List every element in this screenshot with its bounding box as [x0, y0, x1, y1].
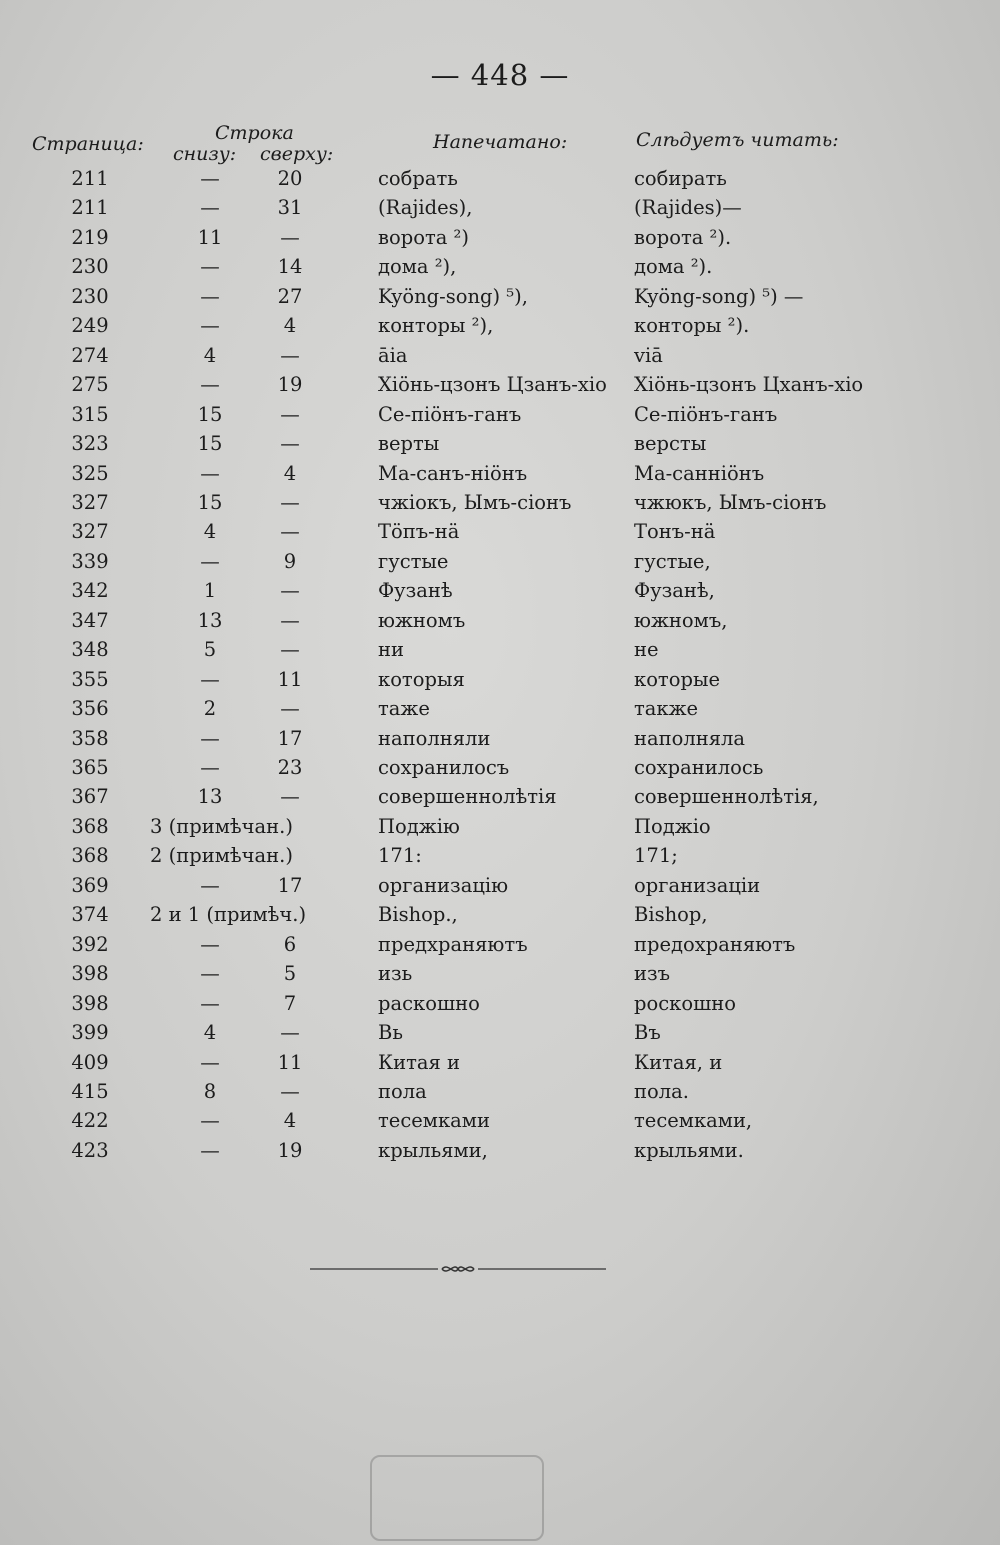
errata-from-bottom-cell: 2 (примѣчан.): [150, 844, 293, 868]
errata-row: [0, 311, 1000, 340]
errata-from-bottom-cell: —: [200, 932, 220, 956]
errata-row: [0, 517, 1000, 546]
errata-printed-cell: густые: [378, 549, 449, 573]
errata-page-cell: 415: [71, 1079, 109, 1103]
errata-should-read-cell: Ма-саннiöнъ: [634, 461, 765, 485]
errata-from-bottom-cell: —: [200, 284, 220, 308]
errata-should-read-cell: Китая, и: [634, 1050, 723, 1074]
errata-should-read-cell: также: [634, 697, 699, 721]
errata-from-top-cell: —: [280, 432, 300, 456]
errata-from-bottom-cell: 15: [197, 490, 223, 514]
errata-from-bottom-cell: —: [200, 314, 220, 338]
errata-from-top-cell: 9: [283, 549, 297, 573]
errata-should-read-cell: изъ: [634, 962, 671, 986]
errata-page-cell: 392: [71, 932, 109, 956]
errata-page-cell: 398: [71, 962, 109, 986]
errata-printed-cell: раскошно: [378, 991, 480, 1015]
errata-row: [0, 841, 1000, 870]
errata-printed-cell: Bishop.,: [378, 903, 458, 927]
errata-from-top-cell: 4: [283, 1109, 297, 1133]
errata-page-cell: 367: [71, 785, 109, 809]
errata-from-bottom-cell: —: [200, 726, 220, 750]
errata-page-cell: 348: [71, 638, 109, 662]
errata-from-bottom-cell: 15: [197, 432, 223, 456]
errata-from-top-cell: 20: [277, 167, 303, 190]
errata-from-top-cell: 23: [277, 756, 303, 779]
errata-from-bottom-cell: 13: [197, 785, 223, 809]
errata-row: [0, 223, 1000, 252]
errata-row: [0, 1077, 1000, 1106]
errata-row: [0, 370, 1000, 399]
errata-from-bottom-cell: —: [200, 373, 220, 397]
errata-printed-cell: пола: [378, 1079, 427, 1103]
errata-page-cell: 342: [71, 579, 109, 603]
errata-page-cell: 323: [71, 432, 109, 456]
errata-row: [0, 989, 1000, 1018]
errata-page-cell: 230: [71, 284, 109, 308]
errata-row: [0, 1048, 1000, 1077]
errata-should-read-cell: Фузанѣ,: [634, 579, 715, 603]
errata-page-cell: 325: [71, 461, 109, 485]
errata-from-top-cell: 27: [277, 284, 303, 308]
errata-from-bottom-cell: —: [200, 991, 220, 1015]
errata-page-cell: 315: [71, 402, 109, 426]
errata-should-read-cell: пола.: [634, 1079, 689, 1103]
errata-from-top-cell: —: [280, 520, 300, 544]
errata-from-top-cell: 11: [277, 1050, 303, 1074]
errata-row: [0, 193, 1000, 222]
errata-row: [0, 1018, 1000, 1047]
errata-printed-cell: (Rajides),: [378, 196, 473, 220]
errata-from-bottom-cell: 4: [203, 520, 217, 544]
errata-page-cell: 339: [71, 549, 109, 573]
errata-should-read-cell: viā: [634, 343, 663, 367]
errata-printed-cell: южномъ: [378, 608, 466, 632]
header-page: Страница:: [32, 133, 144, 155]
errata-row: [0, 782, 1000, 811]
errata-from-bottom-cell: —: [200, 667, 220, 691]
errata-should-read-cell: не: [634, 638, 659, 662]
errata-from-bottom-cell: 2: [203, 697, 217, 721]
errata-page-cell: 211: [71, 167, 109, 190]
errata-page-cell: 398: [71, 991, 109, 1015]
errata-row: [0, 1106, 1000, 1135]
errata-printed-cell: сохранилосъ: [378, 756, 510, 779]
errata-from-top-cell: —: [280, 638, 300, 662]
errata-printed-cell: организацiю: [378, 873, 509, 897]
errata-row: [0, 547, 1000, 576]
errata-should-read-cell: чжюкъ, Ымъ-сiонъ: [634, 490, 827, 514]
errata-printed-cell: Поджiю: [378, 814, 460, 838]
header-from-bottom: снизу:: [173, 143, 237, 165]
errata-should-read-cell: совершеннолѣтiя,: [634, 785, 819, 809]
header-printed: Напечатано:: [433, 131, 568, 153]
errata-row: [0, 164, 1000, 193]
errata-from-top-cell: 19: [277, 373, 303, 397]
errata-should-read-cell: тесемками,: [634, 1109, 753, 1133]
errata-row: [0, 459, 1000, 488]
errata-from-bottom-cell: —: [200, 167, 220, 190]
errata-row: [0, 871, 1000, 900]
errata-printed-cell: Тöпъ-нä: [378, 520, 460, 544]
errata-should-read-cell: которые: [634, 667, 720, 691]
errata-printed-cell: чжiокъ, Ымъ-сiонъ: [378, 490, 572, 514]
errata-from-top-cell: 17: [277, 873, 303, 897]
errata-from-bottom-cell: 8: [203, 1079, 217, 1103]
errata-printed-cell: тесемками: [378, 1109, 490, 1133]
errata-printed-cell: Се-пiöнъ-ганъ: [378, 402, 522, 426]
errata-should-read-cell: конторы ²).: [634, 314, 750, 338]
errata-from-bottom-cell: 5: [203, 638, 217, 662]
errata-from-top-cell: 17: [277, 726, 303, 750]
errata-row: [0, 930, 1000, 959]
errata-from-top-cell: —: [280, 608, 300, 632]
errata-should-read-cell: Поджiо: [634, 814, 711, 838]
errata-from-bottom-cell: —: [200, 461, 220, 485]
errata-row: [0, 959, 1000, 988]
errata-from-bottom-cell: 13: [197, 608, 223, 632]
errata-from-top-cell: —: [280, 225, 300, 249]
errata-page-cell: 409: [71, 1050, 109, 1074]
errata-from-top-cell: —: [280, 490, 300, 514]
errata-printed-cell: Kyöng-song) ⁵),: [378, 284, 528, 308]
errata-from-bottom-cell: —: [200, 1138, 220, 1162]
errata-printed-cell: Хiöнь-цзонъ Цзанъ-хiо: [378, 373, 607, 397]
errata-from-bottom-cell: —: [200, 962, 220, 986]
ornament-divider: [310, 1262, 606, 1276]
errata-from-bottom-cell: —: [200, 549, 220, 573]
header-should-read: Слѣдуетъ читать:: [636, 129, 839, 151]
errata-printed-cell: Вь: [378, 1021, 403, 1045]
errata-printed-cell: āia: [378, 343, 408, 367]
errata-from-bottom-cell: —: [200, 756, 220, 779]
errata-row: [0, 252, 1000, 281]
errata-row: [0, 282, 1000, 311]
errata-from-top-cell: 4: [283, 314, 297, 338]
errata-from-bottom-cell: 2 и 1 (примѣч.): [150, 903, 307, 927]
errata-from-bottom-cell: 4: [203, 1021, 217, 1045]
errata-page-cell: 374: [71, 903, 109, 927]
errata-row: [0, 900, 1000, 929]
errata-page-cell: 347: [71, 608, 109, 632]
errata-page-cell: 230: [71, 255, 109, 279]
errata-page-cell: 356: [71, 697, 109, 721]
errata-page-cell: 355: [71, 667, 109, 691]
errata-printed-cell: наполняли: [378, 726, 491, 750]
errata-printed-cell: Фузанѣ: [378, 579, 453, 603]
errata-from-bottom-cell: 11: [197, 225, 223, 249]
header-from-top: сверху:: [260, 143, 334, 165]
errata-from-top-cell: —: [280, 1021, 300, 1045]
errata-from-bottom-cell: —: [200, 1109, 220, 1133]
errata-page-cell: 327: [71, 520, 109, 544]
errata-row: [0, 606, 1000, 635]
errata-should-read-cell: дома ²).: [634, 255, 713, 279]
errata-row: [0, 488, 1000, 517]
errata-printed-cell: верты: [378, 432, 440, 456]
errata-page-cell: 423: [71, 1138, 109, 1162]
errata-page-cell: 275: [71, 373, 109, 397]
errata-row: [0, 694, 1000, 723]
errata-from-top-cell: 31: [277, 196, 303, 220]
errata-page-cell: 369: [71, 873, 109, 897]
errata-from-top-cell: 14: [277, 255, 303, 279]
errata-page-cell: 211: [71, 196, 109, 220]
errata-row: [0, 665, 1000, 694]
errata-should-read-cell: (Rajides)—: [634, 196, 742, 220]
errata-row: [0, 1136, 1000, 1165]
errata-printed-cell: 171:: [378, 844, 422, 868]
errata-from-top-cell: —: [280, 343, 300, 367]
errata-page-cell: 219: [71, 225, 109, 249]
errata-row: [0, 429, 1000, 458]
page-number: — 448 —: [430, 58, 570, 92]
errata-from-bottom-cell: 15: [197, 402, 223, 426]
errata-should-read-cell: Въ: [634, 1021, 661, 1045]
errata-row: [0, 400, 1000, 429]
errata-page-cell: 365: [71, 756, 109, 779]
errata-should-read-cell: роскошно: [634, 991, 736, 1015]
errata-should-read-cell: густые,: [634, 549, 711, 573]
errata-should-read-cell: южномъ,: [634, 608, 728, 632]
errata-should-read-cell: сохранилось: [634, 756, 764, 779]
errata-should-read-cell: крыльями.: [634, 1138, 744, 1162]
errata-page-cell: 358: [71, 726, 109, 750]
errata-from-top-cell: —: [280, 579, 300, 603]
errata-printed-cell: Ма-санъ-нiöнъ: [378, 461, 528, 485]
errata-from-top-cell: 4: [283, 461, 297, 485]
errata-should-read-cell: организацiи: [634, 873, 761, 897]
errata-from-top-cell: 5: [283, 962, 297, 986]
errata-printed-cell: таже: [378, 697, 430, 721]
errata-row: [0, 753, 1000, 782]
errata-from-bottom-cell: —: [200, 1050, 220, 1074]
errata-from-bottom-cell: —: [200, 196, 220, 220]
errata-from-top-cell: 11: [277, 667, 303, 691]
errata-from-bottom-cell: 1: [203, 579, 217, 603]
errata-from-bottom-cell: 3 (примѣчан.): [150, 814, 293, 838]
errata-printed-cell: крыльями,: [378, 1138, 488, 1162]
errata-should-read-cell: 171;: [634, 844, 678, 868]
errata-row: [0, 635, 1000, 664]
errata-should-read-cell: Kyöng-song) ⁵) —: [634, 284, 804, 308]
errata-page-cell: 399: [71, 1021, 109, 1045]
errata-should-read-cell: наполняла: [634, 726, 746, 750]
header-line: Строка: [215, 122, 294, 144]
errata-from-top-cell: 7: [283, 991, 297, 1015]
errata-should-read-cell: Хiöнь-цзонъ Цханъ-хiо: [634, 373, 864, 397]
errata-should-read-cell: Тонъ-нä: [634, 520, 716, 544]
errata-from-bottom-cell: —: [200, 255, 220, 279]
errata-from-top-cell: —: [280, 785, 300, 809]
errata-page-cell: 249: [71, 314, 109, 338]
errata-from-top-cell: 6: [283, 932, 297, 956]
errata-page-cell: 274: [71, 343, 109, 367]
errata-printed-cell: ворота ²): [378, 225, 469, 249]
errata-page-cell: 422: [71, 1109, 109, 1133]
errata-should-read-cell: ворота ²).: [634, 225, 732, 249]
errata-printed-cell: предхраняютъ: [378, 932, 528, 956]
errata-printed-cell: конторы ²),: [378, 314, 494, 338]
errata-page-cell: 368: [71, 844, 109, 868]
errata-should-read-cell: Се-пiöнъ-ганъ: [634, 402, 778, 426]
errata-row: [0, 576, 1000, 605]
errata-from-bottom-cell: —: [200, 873, 220, 897]
errata-should-read-cell: предохраняютъ: [634, 932, 796, 956]
errata-should-read-cell: Bishop,: [634, 903, 708, 927]
errata-printed-cell: дома ²),: [378, 255, 457, 279]
errata-printed-cell: совершеннолѣтiя: [378, 785, 557, 809]
errata-from-top-cell: —: [280, 697, 300, 721]
errata-printed-cell: ни: [378, 638, 404, 662]
errata-should-read-cell: собирать: [634, 167, 727, 190]
errata-row: [0, 812, 1000, 841]
errata-from-top-cell: —: [280, 402, 300, 426]
errata-row: [0, 724, 1000, 753]
errata-from-top-cell: 19: [277, 1138, 303, 1162]
errata-page-cell: 327: [71, 490, 109, 514]
errata-from-bottom-cell: 4: [203, 343, 217, 367]
errata-printed-cell: Китая и: [378, 1050, 460, 1074]
errata-printed-cell: изь: [378, 962, 413, 986]
errata-from-top-cell: —: [280, 1079, 300, 1103]
errata-page-cell: 368: [71, 814, 109, 838]
errata-should-read-cell: версты: [634, 432, 707, 456]
errata-row: [0, 341, 1000, 370]
errata-printed-cell: которыя: [378, 667, 465, 691]
library-stamp: [370, 1455, 544, 1541]
errata-printed-cell: собрать: [378, 167, 458, 190]
